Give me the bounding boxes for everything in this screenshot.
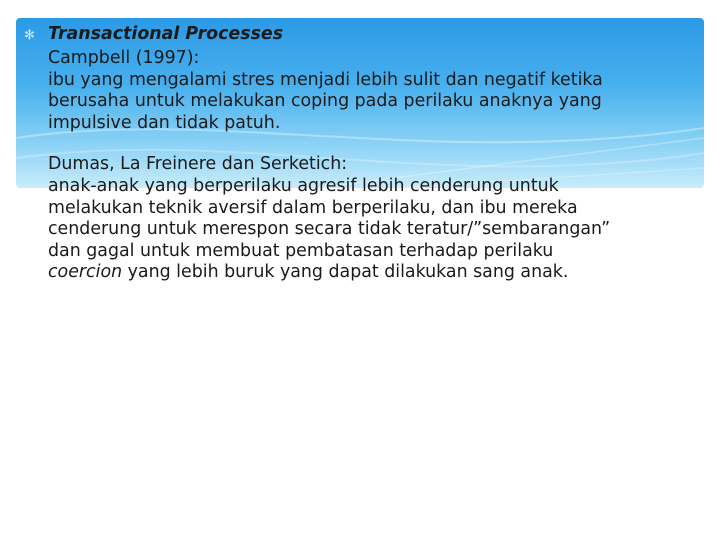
text-line-last <box>48 262 704 284</box>
spacer <box>24 134 704 154</box>
slide-heading: Transactional Processes <box>48 24 284 44</box>
paragraph-dumas <box>48 154 704 284</box>
citation-dumas: Dumas, La Freinere dan Serketich: <box>48 154 348 175</box>
asterisk-bullet-icon: ✻ <box>24 28 35 43</box>
citation-campbell: Campbell (1997): <box>48 48 200 68</box>
text-line: ibu yang mengalami stres menjadi lebih sulit dan negatif ketika <box>48 69 603 90</box>
text-line: cenderung untuk merespon secara tidak teratur/”sembarangan” <box>48 219 611 240</box>
bullet-heading-row <box>24 24 704 48</box>
italic-term: coercion <box>48 262 123 283</box>
text-line: dan gagal untuk membuat pembatasan terhadap perilaku <box>48 240 554 261</box>
text-line: berusaha untuk melakukan coping pada perilaku anaknya yang <box>48 91 602 112</box>
text-line: impulsive dan tidak patuh. <box>48 112 281 133</box>
text-line: melakukan teknik aversif dalam berperilaku, dan ibu mereka <box>48 197 578 218</box>
paragraph-campbell <box>48 48 704 134</box>
slide-content <box>24 24 704 284</box>
text-line: anak-anak yang berperilaku agresif lebih cenderung untuk <box>48 175 559 196</box>
text-line-rest: yang lebih buruk yang dapat dilakukan sang anak. <box>122 262 569 283</box>
